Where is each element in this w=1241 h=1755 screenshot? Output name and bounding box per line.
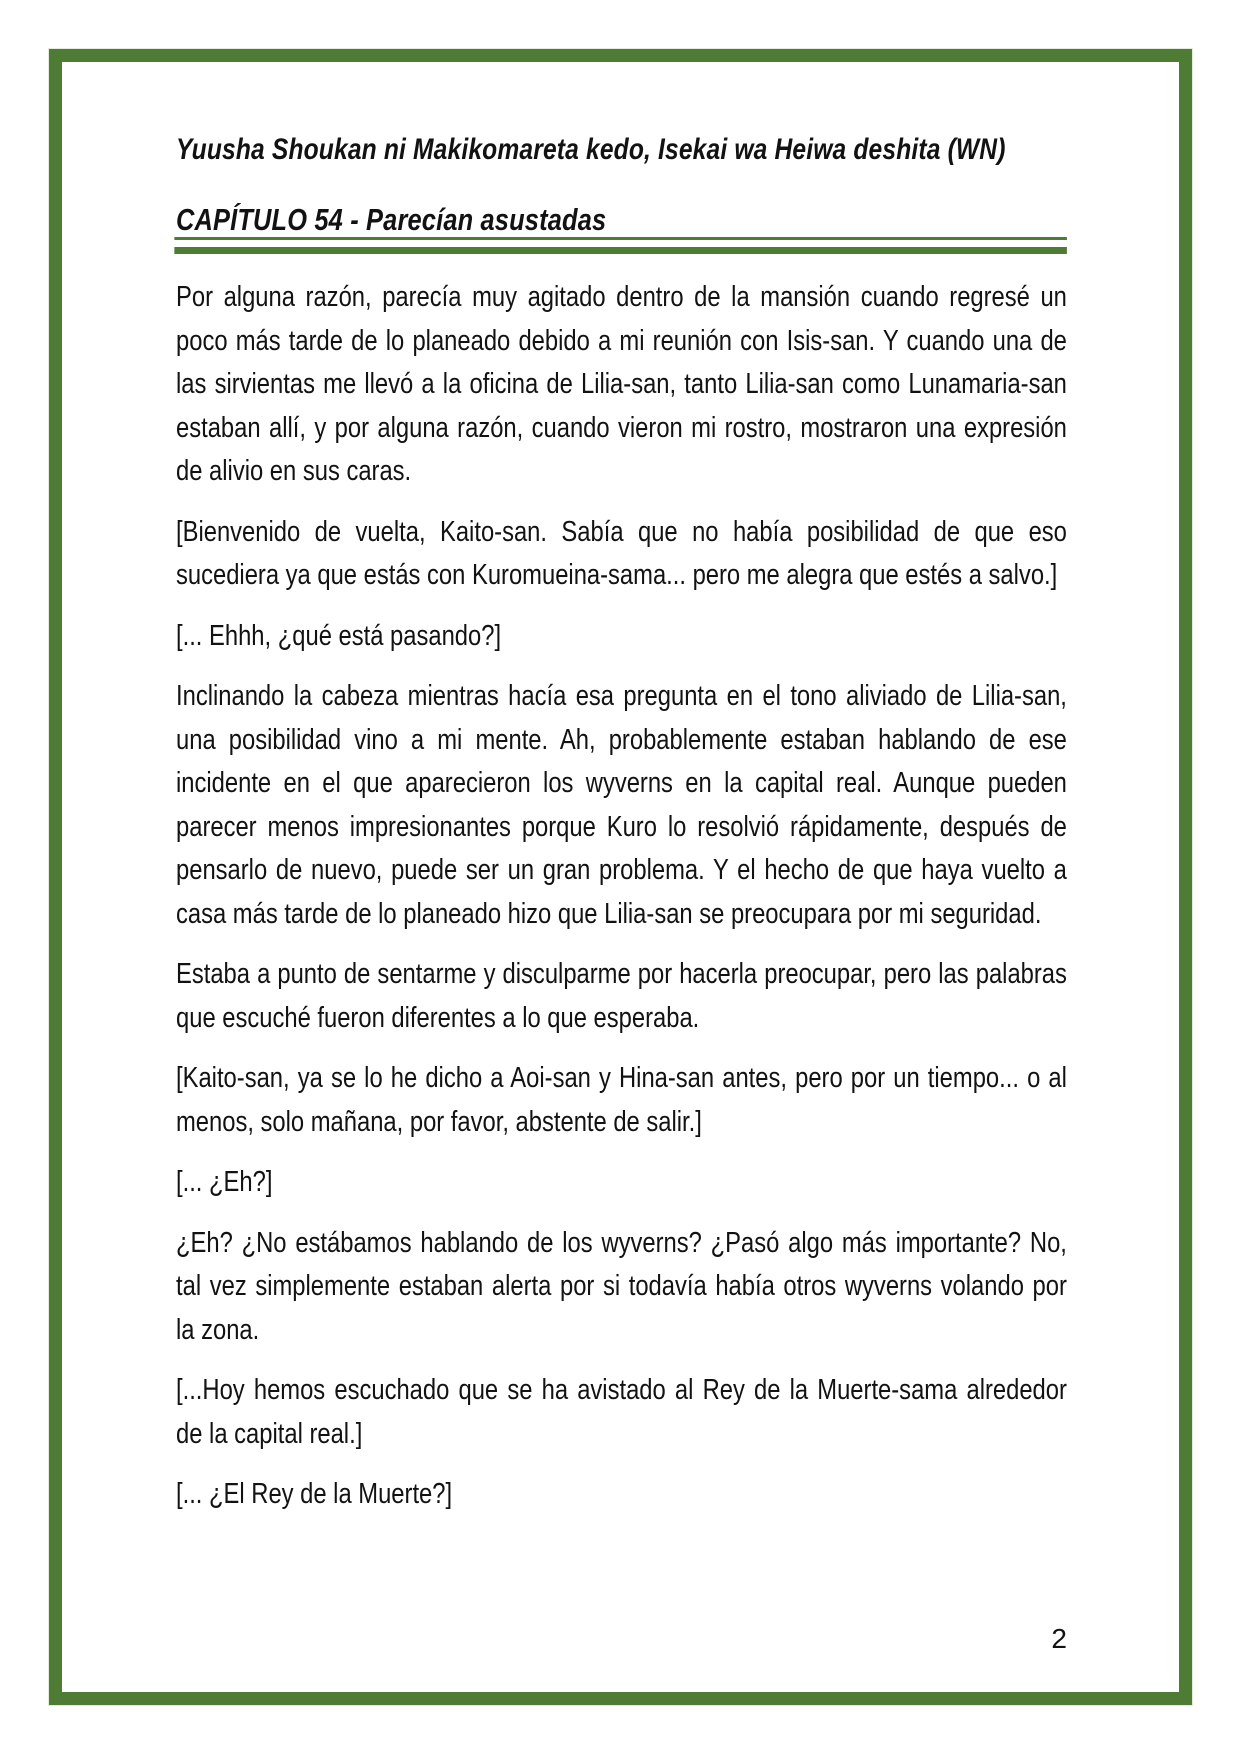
paragraph: [Bienvenido de vuelta, Kaito-san. Sabía que no había posibilidad de que eso sucediera ya que estás con Kuromueina-sama... pero me alegra que estés a salvo.] — [176, 515, 1067, 591]
page-number: 2 — [1051, 1623, 1067, 1654]
paragraph: [... ¿El Rey de la Muerte?] — [176, 1478, 453, 1510]
paragraph: [Kaito-san, ya se lo he dicho a Aoi-san y Hina-san antes, pero por un tiempo... o al menos, solo mañana, por favor, abstente de salir.] — [176, 1062, 1067, 1138]
document-body — [176, 276, 1067, 1534]
paragraph: [...Hoy hemos escuchado que se ha avistado al Rey de la Muerte-sama alrededor de la capital real.] — [176, 1374, 1067, 1450]
novel-title: Yuusha Shoukan ni Makikomareta kedo, Isekai wa Heiwa deshita (WN) — [176, 133, 1006, 166]
chapter-heading-rule — [174, 237, 1067, 254]
paragraph: Estaba a punto de sentarme y disculparme por hacerla preocupar, pero las palabras que escuché fueron diferentes a lo que esperaba. — [176, 958, 1067, 1034]
paragraph: Por alguna razón, parecía muy agitado dentro de la mansión cuando regresé un poco más tarde de lo planeado debido a mi reunión con Isis-san. Y cuando una de las sirvientas me llevó a la oficina de Lilia-san, tanto Lilia-san como Lunamaria-san estaban allí, y por alguna razón, cuando vieron mi rostro, mostraron una expresión de alivio en sus caras. — [176, 281, 1067, 487]
paragraph: [... ¿Eh?] — [176, 1166, 273, 1198]
paragraph: [... Ehhh, ¿qué está pasando?] — [176, 619, 502, 652]
paragraph: Inclinando la cabeza mientras hacía esa pregunta en el tono aliviado de Lilia-san, una posibilidad vino a mi mente. Ah, probablemente estaban hablando de ese incidente en el que aparecieron los wyverns en la capital real. Aunque pueden parecer menos impresionantes porque Kuro lo resolvió rápidamente, después de pensarlo de nuevo, puede ser un gran problema. Y el hecho de que haya vuelto a casa más tarde de lo planeado hizo que Lilia-san se preocupara por mi seguridad. — [176, 680, 1067, 930]
chapter-heading: CAPÍTULO 54 - Parecían asustadas — [176, 202, 607, 237]
paragraph: ¿Eh? ¿No estábamos hablando de los wyverns? ¿Pasó algo más importante? No, tal vez simplemente estaban alerta por si todavía había otros wyverns volando por la zona. — [176, 1226, 1067, 1346]
